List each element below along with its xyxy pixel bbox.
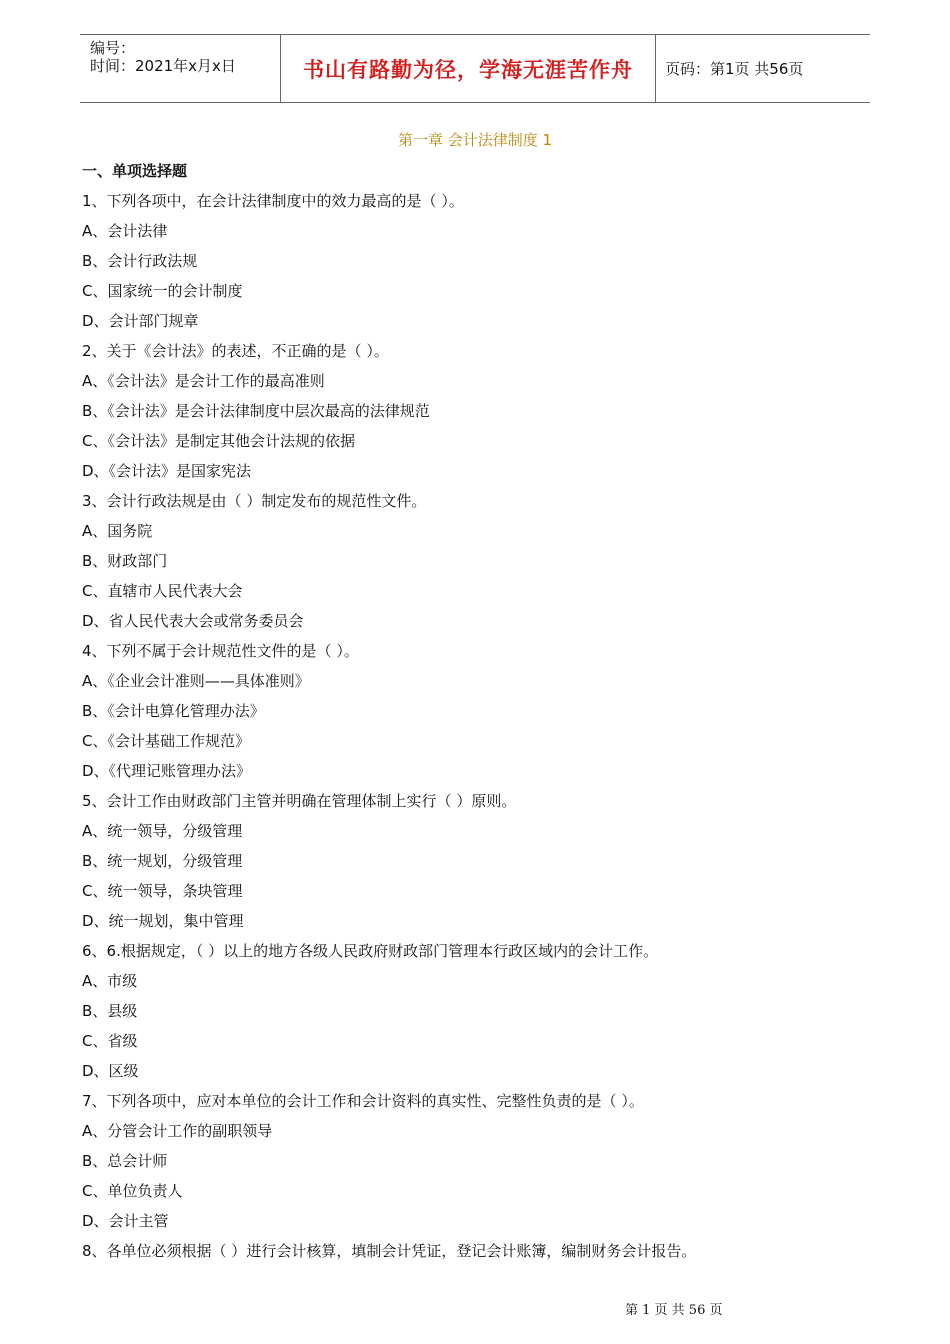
question-line: D、区级 xyxy=(82,1062,139,1080)
question-line: 3、会计行政法规是由（ ）制定发布的规范性文件。 xyxy=(82,492,427,510)
header-meta xyxy=(80,35,280,102)
chapter-title: 第一章 会计法律制度 1 xyxy=(397,131,553,149)
question-line: B、《会计法》是会计法律制度中层次最高的法律规范 xyxy=(82,402,430,420)
question-line: C、单位负责人 xyxy=(82,1182,183,1200)
question-line: D、会计主管 xyxy=(82,1212,169,1230)
question-line: D、省人民代表大会或常务委员会 xyxy=(82,612,304,630)
section-title: 一、单项选择题 xyxy=(82,162,188,180)
question-line: B、统一规划，分级管理 xyxy=(82,852,243,870)
header-divider xyxy=(280,35,281,102)
page-header xyxy=(80,34,870,103)
header-motto: 书山有路勤为径，学海无涯苦作舟 xyxy=(303,57,633,82)
question-line: C、直辖市人民代表大会 xyxy=(82,582,243,600)
question-line: 8、各单位必须根据（ ）进行会计核算，填制会计凭证，登记会计账簿，编制财务会计报告。 xyxy=(82,1242,697,1260)
question-line: C、省级 xyxy=(82,1032,138,1050)
question-line: A、《会计法》是会计工作的最高准则 xyxy=(82,372,325,390)
question-line: B、县级 xyxy=(82,1002,138,1020)
question-line: 5、会计工作由财政部门主管并明确在管理体制上实行（ ）原则。 xyxy=(82,792,517,810)
question-line: A、市级 xyxy=(82,972,138,990)
question-list xyxy=(82,160,882,1270)
question-line: B、财政部门 xyxy=(82,552,168,570)
question-line: D、《会计法》是国家宪法 xyxy=(82,462,252,480)
question-line: 4、下列不属于会计规范性文件的是（ ）。 xyxy=(82,642,359,660)
question-line: 1、下列各项中，在会计法律制度中的效力最高的是（ ）。 xyxy=(82,192,464,210)
header-divider xyxy=(655,35,656,102)
question-line: D、会计部门规章 xyxy=(82,312,199,330)
question-line: A、统一领导，分级管理 xyxy=(82,822,243,840)
document-number: 编号： xyxy=(90,39,136,57)
question-line: C、国家统一的会计制度 xyxy=(82,282,243,300)
question-lines xyxy=(82,190,882,1270)
question-line: C、统一领导，条块管理 xyxy=(82,882,243,900)
question-line: A、会计法律 xyxy=(82,222,168,240)
question-line: D、统一规划，集中管理 xyxy=(82,912,244,930)
question-line: 6、6.根据规定，（ ）以上的地方各级人民政府财政部门管理本行政区域内的会计工作。 xyxy=(82,942,659,960)
question-line: D、《代理记账管理办法》 xyxy=(82,762,252,780)
header-page-info: 页码：第1页 共56页 xyxy=(665,60,804,78)
question-line: A、《企业会计准则——具体准则》 xyxy=(82,672,310,690)
question-line: C、《会计基础工作规范》 xyxy=(82,732,250,750)
question-line: B、《会计电算化管理办法》 xyxy=(82,702,265,720)
question-line: B、会计行政法规 xyxy=(82,252,198,270)
question-line: B、总会计师 xyxy=(82,1152,168,1170)
question-line: A、分管会计工作的副职领导 xyxy=(82,1122,273,1140)
question-line: C、《会计法》是制定其他会计法规的依据 xyxy=(82,432,355,450)
document-time: 时间：2021年x月x日 xyxy=(90,57,236,75)
question-line: A、国务院 xyxy=(82,522,153,540)
page-footer: 第 1 页 共 56 页 xyxy=(625,1303,723,1318)
question-line: 2、关于《会计法》的表述，不正确的是（ ）。 xyxy=(82,342,389,360)
question-line: 7、下列各项中，应对本单位的会计工作和会计资料的真实性、完整性负责的是（ ）。 xyxy=(82,1092,644,1110)
